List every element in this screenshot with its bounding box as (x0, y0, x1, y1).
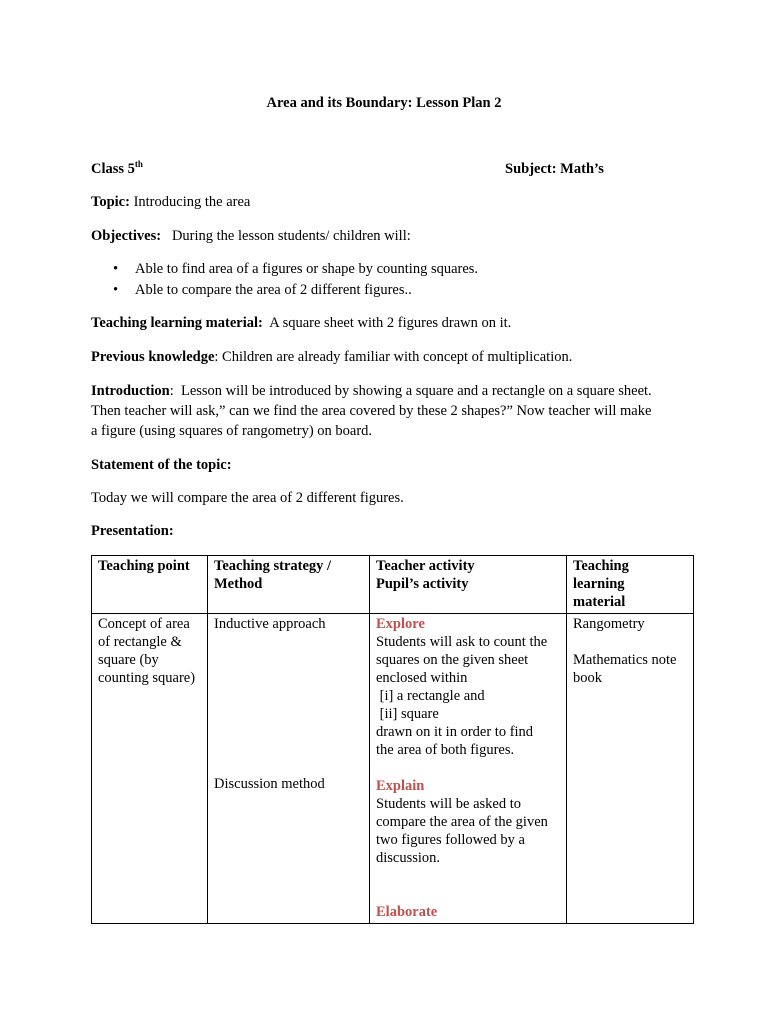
material-line (91, 314, 511, 332)
cell-teaching-strategy (208, 614, 370, 924)
previous-knowledge-text: : Children are already familiar with concept of multiplication. (214, 349, 573, 365)
elaborate-heading: Elaborate (376, 904, 438, 920)
subject-label: Subject: Math’s (505, 161, 604, 177)
list-item: • Able to find area of a figures or shape by counting squares. (113, 261, 479, 277)
presentation-label: Presentation: (91, 523, 174, 539)
topic-label: Topic: (91, 194, 130, 210)
material-label: Teaching learning material: (91, 315, 263, 331)
introduction-line-3: a figure (using squares of rangometry) on board. (91, 423, 373, 439)
cell-material: Rangometry Mathematics note book (567, 614, 694, 924)
statement-text: Today we will compare the area of 2 different figures. (91, 490, 404, 506)
class-superscript: th (134, 159, 143, 170)
introduction-paragraph (91, 382, 681, 442)
cell-activity: Explore Students will ask to count the squares on the given sheet enclosed within [i] a rectangle and [ii] square drawn on it in order to find the area of both figures. Explain Students will be asked to compare the area of the given two figures followed by a discussion. Elaborate (370, 614, 567, 924)
introduction-line-2: Then teacher will ask,” can we find the area covered by these 2 shapes?” Now teacher will make (91, 403, 652, 419)
strategy-inductive: Inductive approach (214, 616, 326, 632)
document-title: Area and its Boundary: Lesson Plan 2 (266, 95, 502, 111)
objectives-label: Objectives: (91, 228, 162, 244)
objectives-list (91, 260, 478, 302)
class-label: Class 5 (91, 161, 135, 177)
header-material: Teaching learning material (567, 556, 694, 614)
objectives-line (91, 227, 411, 245)
class-line (91, 160, 143, 178)
table-row (92, 614, 694, 924)
introduction-label: Introduction (91, 383, 170, 399)
previous-knowledge-line (91, 348, 572, 366)
previous-knowledge-label: Previous knowledge (91, 349, 215, 365)
topic-text: Introducing the area (129, 194, 251, 210)
topic-line (91, 193, 250, 211)
introduction-line-1: : Lesson will be introduced by showing a square and a rectangle on a square sheet. (169, 383, 652, 399)
strategy-discussion: Discussion method (214, 776, 325, 792)
explain-heading: Explain (376, 778, 425, 794)
bullet-icon: • (113, 282, 119, 298)
material-text: A square sheet with 2 figures drawn on it. (262, 315, 512, 331)
header-activity: Teacher activity Pupil’s activity (370, 556, 567, 614)
objectives-text: During the lesson students/ children will: (161, 228, 411, 244)
table-header-row (92, 556, 694, 614)
presentation-table (91, 555, 694, 924)
header-teaching-point: Teaching point (92, 556, 208, 614)
cell-teaching-point: Concept of area of rectangle & square (by counting square) (92, 614, 208, 924)
bullet-icon: • (113, 261, 119, 277)
statement-label: Statement of the topic: (91, 457, 232, 473)
explore-heading: Explore (376, 616, 425, 632)
list-item: • Able to compare the area of 2 different figures.. (113, 282, 412, 298)
header-teaching-strategy: Teaching strategy / Method (208, 556, 370, 614)
